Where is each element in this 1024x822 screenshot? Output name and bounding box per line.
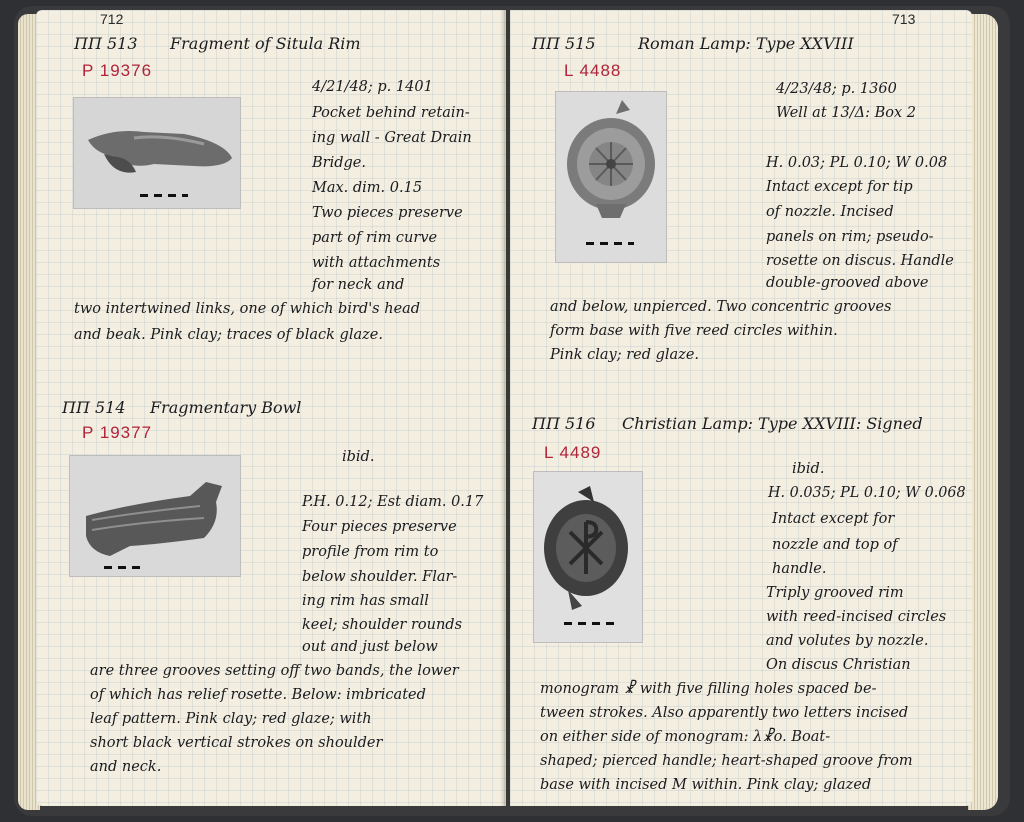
christian-lamp-icon [534,472,642,642]
entry-515-title: Roman Lamp: Type XXVIII [638,34,854,53]
entry-516-line-13: shaped; pierced handle; heart-shaped groove from [540,753,913,769]
entry-514-line-10: of which has relief rosette. Below: imbricated [90,687,426,703]
entry-514-heading: ΠΠ 514 [62,398,126,417]
entry-516-line-4: nozzle and top of [772,537,898,553]
entry-515-line-7: rosette on discus. Handle [766,253,954,269]
photo-roman-lamp-rosette [556,92,666,262]
entry-515-heading: ΠΠ 515 [532,34,596,53]
entry-516-line-14: base with incised M within. Pink clay; glazed [540,777,872,793]
entry-516-title: Christian Lamp: Type XXVIII: Signed [622,414,923,433]
entry-513-line-11: and beak. Pink clay; traces of black glaze. [74,327,383,343]
entry-515-line-10: form base with five reed circles within. [550,323,838,339]
left-page [36,10,506,806]
entry-516-inventory: L 4489 [544,443,602,462]
photo-situla-rim-fragment [74,98,240,208]
entry-513-line-8: with attachments [312,255,441,271]
entry-515-line-6: panels on rim; pseudo- [766,229,934,245]
photo-bowl-fragment [70,456,240,576]
entry-516-line-5: handle. [772,561,827,577]
entry-514-line-7: keel; shoulder rounds [302,617,463,633]
entry-514-line-9: are three grooves setting off two bands, the lower [90,663,459,679]
entry-513-line-4: Bridge. [312,155,366,171]
entry-514-line-1: ibid. [342,449,375,465]
entry-513-heading: ΠΠ 513 [74,34,138,53]
page-number-left: 712 [100,11,124,27]
roman-lamp-icon [556,92,666,262]
entry-515-line-1: 4/23/48; p. 1360 [776,81,897,97]
entry-515-line-5: of nozzle. Incised [766,204,894,220]
entry-516-line-10: monogram ☧ with five filling holes spaced be- [540,681,877,697]
entry-515-line-4: Intact except for tip [766,179,913,195]
entry-513-title: Fragment of Situla Rim [170,34,361,53]
photo-christian-lamp-chi-rho [534,472,642,642]
entry-516-line-9: On discus Christian [766,657,911,673]
entry-514-line-11: leaf pattern. Pink clay; red glaze; with [90,711,372,727]
entry-515-inventory: L 4488 [564,61,622,80]
page-number-right: 713 [892,11,916,27]
entry-516-line-2: H. 0.035; PL 0.10; W 0.068 [768,485,966,501]
entry-516-line-3: Intact except for [772,511,895,527]
entry-515-line-8: double-grooved above [766,275,929,291]
entry-513-line-1: 4/21/48; p. 1401 [312,79,433,95]
entry-516-line-6: Triply grooved rim [766,585,904,601]
entry-514-line-2: P.H. 0.12; Est diam. 0.17 [302,494,484,510]
entry-513-line-2: Pocket behind retain- [312,105,470,121]
entry-513-line-6: Two pieces preserve [312,205,463,221]
entry-516-line-12: on either side of monogram: λ☧o. Boat- [540,729,831,745]
entry-515-line-2: Well at 13/Δ: Box 2 [776,105,916,121]
right-page [510,10,972,806]
entry-516-line-8: and volutes by nozzle. [766,633,929,649]
entry-514-line-8: out and just below [302,639,438,655]
entry-513-line-7: part of rim curve [312,230,438,246]
entry-513-line-5: Max. dim. 0.15 [312,180,423,196]
entry-515-line-11: Pink clay; red glaze. [550,347,700,363]
entry-514-line-3: Four pieces preserve [302,519,457,535]
entry-514-inventory: P 19377 [82,423,153,442]
entry-513-line-9: for neck and [312,277,405,293]
entry-513-inventory: P 19376 [82,61,153,80]
entry-516-line-7: with reed-incised circles [766,609,947,625]
page-edges-right [968,14,998,810]
entry-514-line-4: profile from rim to [302,544,439,560]
entry-514-title: Fragmentary Bowl [150,398,302,417]
entry-516-heading: ΠΠ 516 [532,414,596,433]
bowl-fragment-icon [70,456,240,576]
entry-514-line-12: short black vertical strokes on shoulder [90,735,383,751]
entry-514-line-13: and neck. [90,759,162,775]
entry-515-line-9: and below, unpierced. Two concentric grooves [550,299,892,315]
entry-514-line-5: below shoulder. Flar- [302,569,458,585]
entry-514-line-6: ing rim has small [302,593,429,609]
entry-513-line-10: two intertwined links, one of which bird's head [74,301,421,317]
situla-fragment-icon [74,98,240,208]
entry-516-line-1: ibid. [792,461,825,477]
entry-513-line-3: ing wall - Great Drain [312,130,472,146]
entry-515-line-3: H. 0.03; PL 0.10; W 0.08 [766,155,948,171]
entry-516-line-11: tween strokes. Also apparently two letters incised [540,705,909,721]
